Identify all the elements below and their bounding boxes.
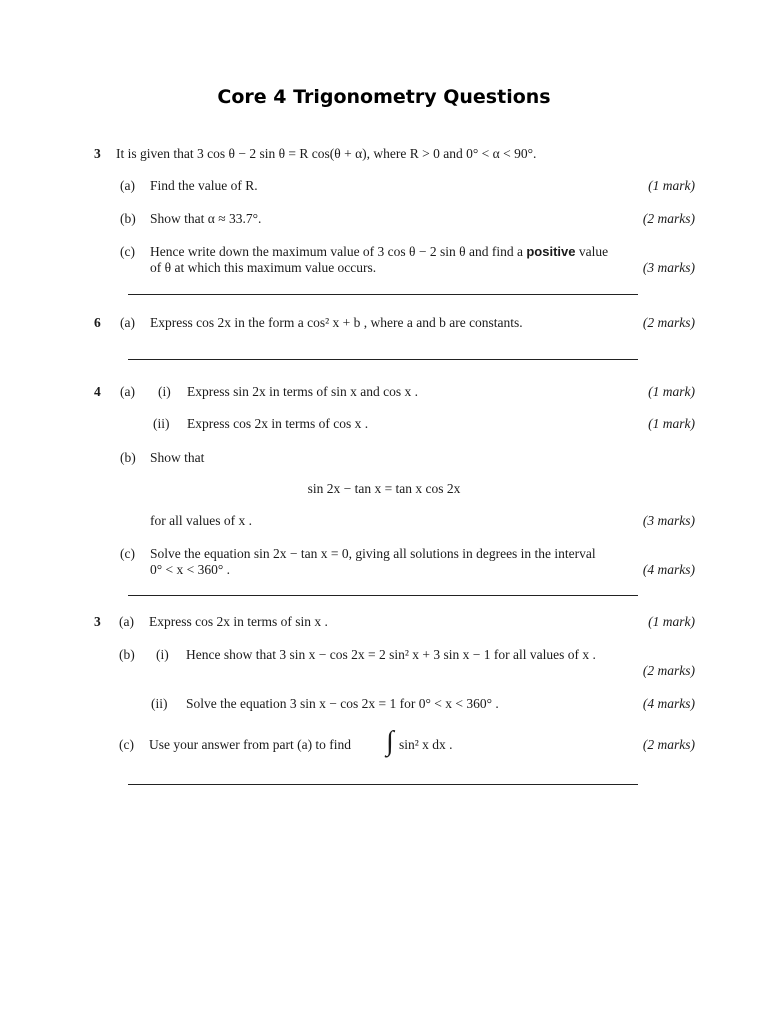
integral-sign: ∫ — [386, 726, 394, 757]
part-text: Find the value of R. — [150, 178, 258, 193]
part-text — [150, 244, 608, 260]
marks-label: (4 marks) — [642, 562, 695, 577]
divider — [128, 359, 638, 360]
marks-label: (4 marks) — [642, 696, 695, 711]
marks-label: (3 marks) — [642, 260, 695, 275]
part-label: (b) — [120, 211, 136, 226]
part-label: (a) — [119, 614, 134, 629]
subpart-label: (ii) — [151, 696, 168, 711]
part-text: Hence show that 3 sin x − cos 2x = 2 sin² x + 3 sin x − 1 for all values of x . — [186, 647, 596, 662]
marks-label: (2 marks) — [642, 663, 695, 678]
marks-label: (2 marks) — [642, 211, 695, 226]
divider — [128, 784, 638, 785]
marks-label: (1 mark) — [648, 178, 695, 193]
question-number: 3 — [94, 614, 101, 629]
part-label: (a) — [120, 384, 135, 399]
part-label: (a) — [120, 315, 135, 330]
marks-label: (2 marks) — [642, 315, 695, 330]
part-text-segment: Hence write down the maximum value of 3 cos θ − 2 sin θ and find a — [150, 244, 523, 259]
subpart-label: (i) — [158, 384, 171, 399]
part-text: Express sin 2x in terms of sin x and cos x . — [187, 384, 418, 399]
marks-label: (1 mark) — [648, 384, 695, 399]
question-number: 6 — [94, 315, 101, 330]
part-text: Show that α ≈ 33.7°. — [150, 211, 262, 226]
part-text: Solve the equation 3 sin x − cos 2x = 1 for 0° < x < 360° . — [186, 696, 499, 711]
part-label: (c) — [119, 737, 134, 752]
part-text: Show that — [150, 450, 205, 465]
marks-label: (1 mark) — [648, 416, 695, 431]
integrand: sin² x dx . — [399, 737, 453, 752]
part-text: Solve the equation sin 2x − tan x = 0, giving all solutions in degrees in the interval — [150, 546, 596, 561]
page-title: Core 4 Trigonometry Questions — [217, 86, 551, 108]
part-label: (c) — [120, 546, 135, 561]
subpart-label: (ii) — [153, 416, 170, 431]
part-label: (b) — [119, 647, 135, 662]
part-label: (c) — [120, 244, 135, 259]
marks-label: (1 mark) — [648, 614, 695, 629]
question-number: 3 — [94, 146, 101, 161]
question-stem: It is given that 3 cos θ − 2 sin θ = R cos(θ + α), where R > 0 and 0° < α < 90°. — [116, 146, 537, 161]
part-label: (b) — [120, 450, 136, 465]
divider — [128, 595, 638, 596]
display-equation: sin 2x − tan x = tan x cos 2x — [307, 481, 461, 496]
subpart-label: (i) — [156, 647, 169, 662]
marks-label: (2 marks) — [642, 737, 695, 752]
emphasis-text: positive — [526, 244, 576, 259]
part-text-segment: value — [578, 244, 609, 259]
part-label: (a) — [120, 178, 135, 193]
part-text: Use your answer from part (a) to find — [149, 737, 352, 752]
marks-label: (3 marks) — [642, 513, 695, 528]
divider — [128, 294, 638, 295]
part-text: for all values of x . — [150, 513, 252, 528]
question-number: 4 — [94, 384, 101, 399]
part-text-continued: of θ at which this maximum value occurs. — [150, 260, 377, 275]
part-text-continued: 0° < x < 360° . — [150, 562, 231, 577]
part-text: Express cos 2x in terms of sin x . — [149, 614, 328, 629]
part-text: Express cos 2x in the form a cos² x + b , where a and b are constants. — [150, 315, 523, 330]
part-text: Express cos 2x in terms of cos x . — [187, 416, 369, 431]
